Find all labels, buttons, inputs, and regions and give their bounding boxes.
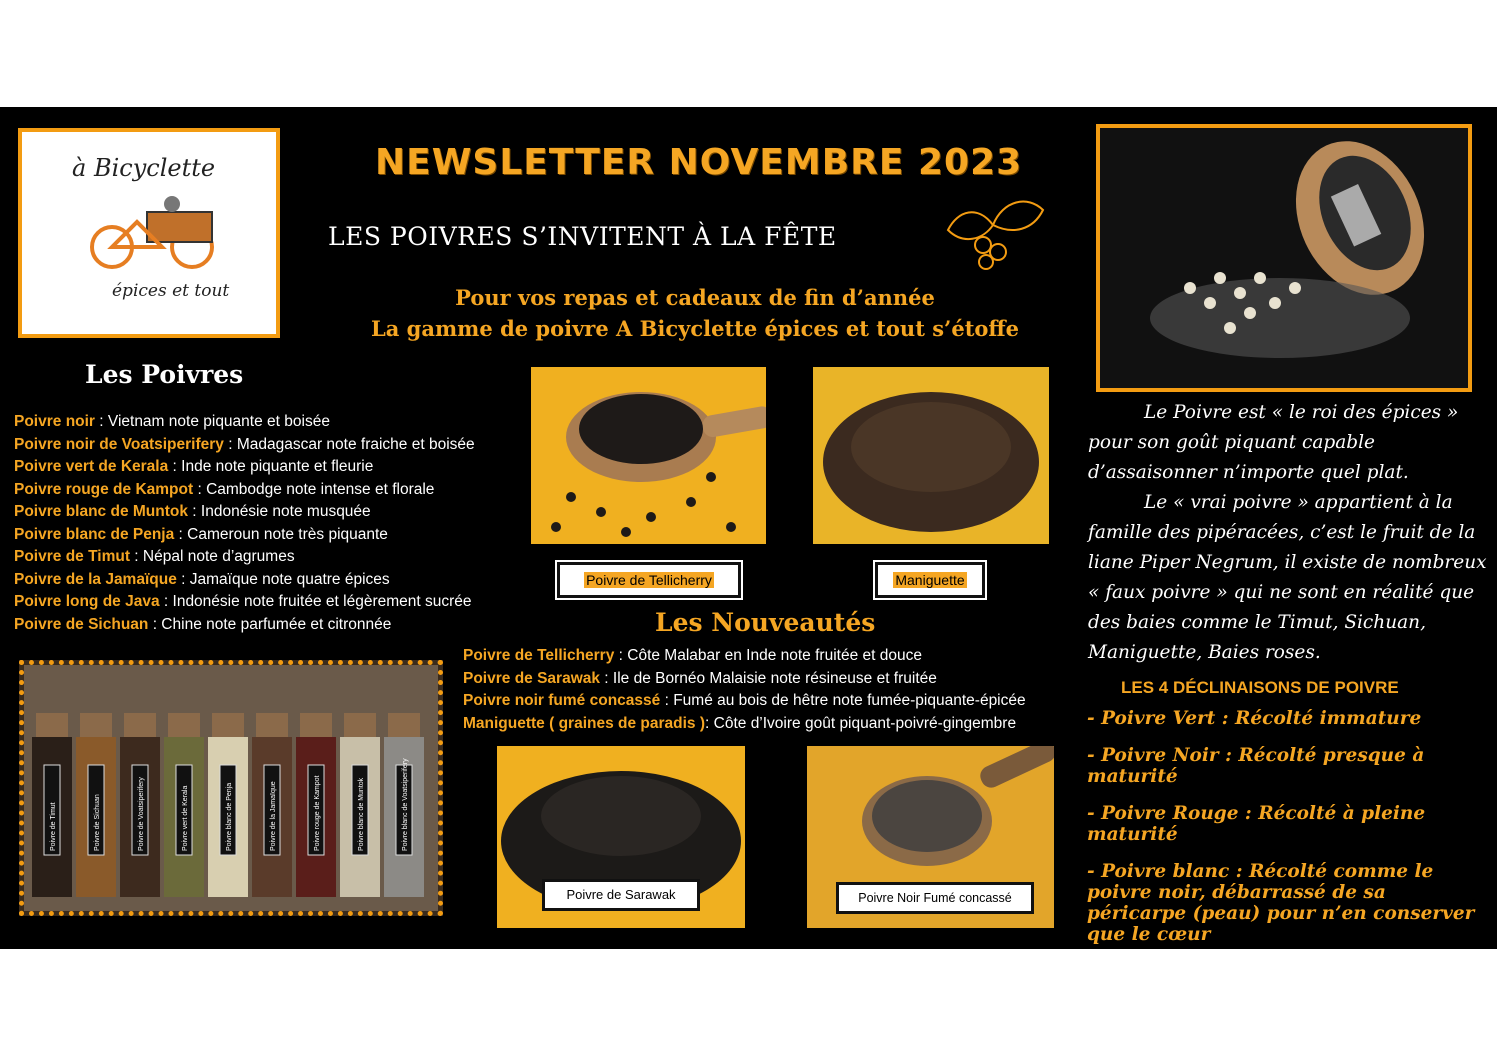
declinaisons-heading: LES 4 DÉCLINAISONS DE POIVRE bbox=[1121, 678, 1399, 697]
item-desc: : Ile de Bornéo Malaisie note résineuse et fruitée bbox=[600, 669, 937, 687]
item-name: Maniguette ( graines de paradis ) bbox=[463, 714, 706, 732]
jar bbox=[384, 713, 424, 897]
jar-cork bbox=[300, 713, 332, 737]
item-name: Poivre blanc de Penja bbox=[14, 525, 175, 543]
jar-cork bbox=[36, 713, 68, 737]
pepper-mill-photo bbox=[1096, 124, 1472, 392]
list-item bbox=[463, 668, 1083, 691]
jar-label: Poivre blanc de Voatsiperifery bbox=[402, 758, 409, 851]
item-name: Poivre noir de Voatsiperifery bbox=[14, 435, 224, 453]
item-desc: : Vietnam note piquante et boisée bbox=[94, 413, 330, 430]
jar bbox=[120, 713, 160, 897]
jar bbox=[252, 713, 292, 897]
grains-pile-illustration bbox=[813, 367, 1049, 544]
list-item bbox=[463, 713, 1083, 736]
lead-text bbox=[300, 282, 1090, 344]
list-item bbox=[463, 690, 1083, 713]
list-item bbox=[463, 645, 1083, 668]
item-name: Poivre de Sarawak bbox=[463, 669, 600, 687]
list-item bbox=[14, 569, 534, 592]
jar-label: Poivre de Timut bbox=[50, 802, 57, 851]
list-item: - Poivre Vert : Récolté immature bbox=[1087, 708, 1422, 729]
item-name: Poivre blanc de Muntok bbox=[14, 503, 188, 520]
list-item: - Poivre blanc : Récolté comme le poivre noir, débarrassé de sa péricarpe (peau) pour n’en conserver que le cœur bbox=[1087, 861, 1475, 945]
item-desc: : Inde note piquante et fleurie bbox=[168, 458, 374, 475]
item-desc: : Fumé au bois de hêtre note fumée-piquante-épicée bbox=[660, 692, 1026, 709]
poivres-list bbox=[14, 411, 534, 636]
caption-text: Maniguette bbox=[895, 572, 965, 588]
item-desc: : Jamaïque note quatre épices bbox=[176, 570, 390, 588]
item-desc: : Indonésie note musquée bbox=[187, 503, 371, 520]
lead-line-2: La gamme de poivre A Bicyclette épices et tout s’étoffe bbox=[370, 316, 1020, 341]
item-name: Poivre de Tellicherry bbox=[463, 647, 615, 664]
jar-cork bbox=[388, 713, 420, 737]
tellicherry-photo bbox=[531, 367, 766, 544]
maniguette-photo bbox=[813, 367, 1049, 544]
item-name: Poivre de la Jamaïque bbox=[14, 570, 177, 588]
nouveautes-list bbox=[463, 645, 1083, 735]
item-name: Poivre de Timut bbox=[14, 548, 130, 565]
poivres-heading: Les Poivres bbox=[85, 360, 244, 389]
jar-label: Poivre de la Jamaïque bbox=[270, 781, 277, 851]
item-desc: : Chine note parfumée et citronnée bbox=[148, 615, 392, 633]
poivre-description bbox=[1088, 398, 1488, 668]
list-item bbox=[14, 434, 534, 457]
jar-label: Poivre blanc de Muntok bbox=[358, 777, 365, 851]
description-paragraph-2: Le « vrai poivre » appartient à la famille des pipéracées, c’est le fruit de la liane Piper Negrum, il existe de nombreux « faux poivre » qui ne sont en réalité que des baies comme le Timut, Sichuan, Maniguette, Baies roses. bbox=[1088, 492, 1487, 663]
jar-label: Poivre vert de Kerala bbox=[182, 785, 189, 851]
item-desc: : Madagascar note fraiche et boisée bbox=[223, 435, 475, 453]
jar bbox=[296, 713, 336, 897]
holly-icon bbox=[938, 190, 1048, 270]
item-name: Poivre vert de Kerala bbox=[14, 458, 169, 475]
item-name: Poivre long de Java bbox=[14, 593, 160, 610]
caption-maniguette bbox=[875, 562, 985, 598]
jar-cork bbox=[168, 713, 200, 737]
item-desc: : Indonésie note fruitée et légèrement sucrée bbox=[159, 593, 472, 610]
jar bbox=[164, 713, 204, 897]
caption-tellicherry bbox=[557, 562, 741, 598]
list-item bbox=[14, 411, 534, 434]
jar-label: Poivre blanc de Penja bbox=[226, 782, 233, 851]
item-name: Poivre de Sichuan bbox=[14, 615, 149, 633]
jar bbox=[32, 713, 72, 897]
bicycle-icon bbox=[77, 192, 227, 272]
jar bbox=[340, 713, 380, 897]
jar-label: Poivre de Sichuan bbox=[94, 794, 101, 851]
jar bbox=[208, 713, 248, 897]
list-item bbox=[14, 501, 534, 524]
jars-illustration bbox=[24, 665, 438, 911]
item-name: Poivre rouge de Kampot bbox=[14, 480, 194, 498]
lead-line-1: Pour vos repas et cadeaux de fin d’année bbox=[455, 285, 935, 310]
list-item bbox=[14, 614, 534, 637]
jar-cork bbox=[256, 713, 288, 737]
jar-label: Poivre de Voatsiperifery bbox=[138, 777, 145, 851]
jars-photo bbox=[19, 660, 443, 916]
item-name: Poivre noir bbox=[14, 413, 95, 430]
peppercorn-spoon-illustration bbox=[531, 367, 766, 544]
caption-sarawak: Poivre de Sarawak bbox=[542, 879, 700, 911]
jar-cork bbox=[124, 713, 156, 737]
description-paragraph-1: Le Poivre est « le roi des épices » pour son goût piquant capable d’assaisonner n’importe quel plat. bbox=[1088, 402, 1459, 483]
list-item bbox=[14, 591, 534, 614]
list-item bbox=[14, 546, 534, 569]
pepper-mill-illustration bbox=[1100, 128, 1468, 388]
nouveautes-heading: Les Nouveautés bbox=[655, 608, 876, 637]
item-desc: : Côte d’Ivoire goût piquant-poivré-gingembre bbox=[705, 714, 1017, 732]
caption-text: Poivre de Tellicherry bbox=[586, 572, 712, 588]
item-desc: : Côte Malabar en Inde note fruitée et douce bbox=[614, 647, 922, 664]
newsletter-subtitle: LES POIVRES S’INVITENT À LA FÊTE bbox=[328, 222, 837, 251]
item-desc: : Cambodge note intense et florale bbox=[193, 480, 435, 498]
declinaisons-list bbox=[1087, 708, 1487, 961]
jar-label: Poivre rouge de Kampot bbox=[314, 775, 321, 851]
item-name: Poivre noir fumé concassé bbox=[463, 692, 661, 709]
jar-cork bbox=[212, 713, 244, 737]
list-item: - Poivre Rouge : Récolté à pleine maturité bbox=[1087, 803, 1426, 845]
jar-cork bbox=[344, 713, 376, 737]
jar-cork bbox=[80, 713, 112, 737]
logo-line-2: épices et tout bbox=[112, 281, 230, 301]
item-desc: : Népal note d’agrumes bbox=[130, 548, 295, 565]
list-item bbox=[14, 524, 534, 547]
list-item: - Poivre Noir : Récolté presque à maturité bbox=[1087, 745, 1425, 787]
newsletter-title: NEWSLETTER NOVEMBRE 2023 bbox=[375, 142, 1023, 183]
logo bbox=[18, 128, 280, 338]
list-item bbox=[14, 479, 534, 502]
jar bbox=[76, 713, 116, 897]
logo-line-1: à Bicyclette bbox=[72, 154, 216, 182]
item-desc: : Cameroun note très piquante bbox=[174, 525, 388, 543]
list-item bbox=[14, 456, 534, 479]
caption-fume: Poivre Noir Fumé concassé bbox=[836, 882, 1034, 914]
